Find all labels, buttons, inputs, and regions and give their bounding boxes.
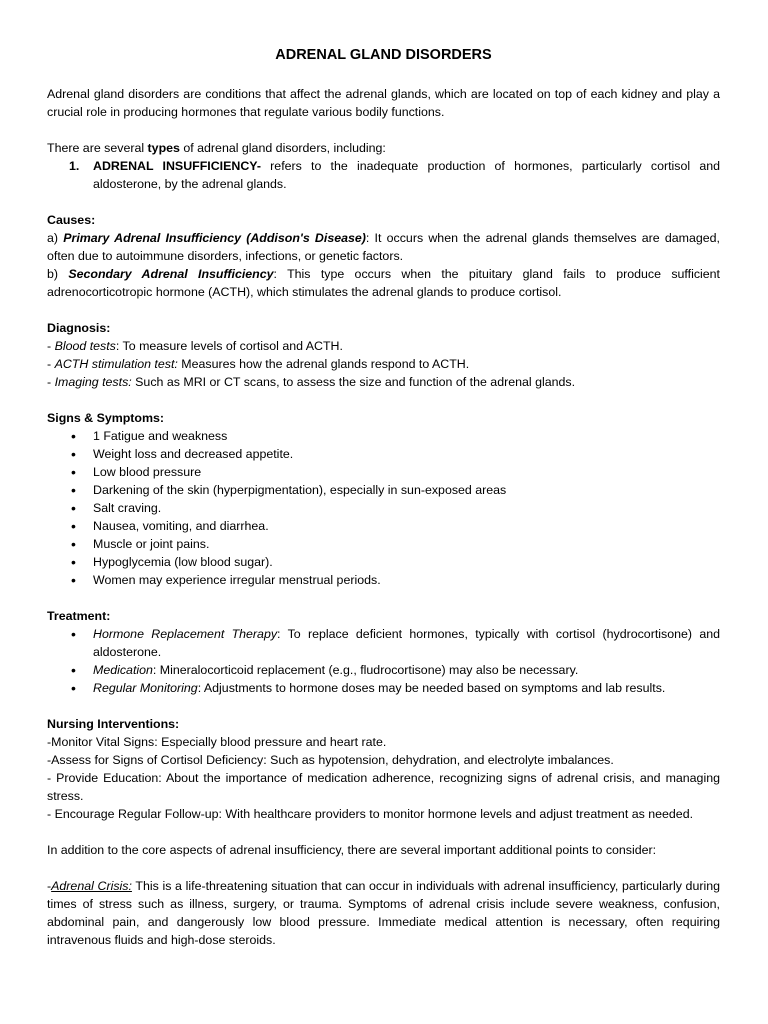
list-item: • Salt craving. (47, 499, 720, 517)
nursing-item: - Encourage Regular Follow-up: With healthcare providers to monitor hormone levels and adjust treatment as needed. (47, 807, 694, 821)
diagnosis-item (47, 373, 720, 391)
type-number: 1. (69, 159, 80, 173)
list-item (47, 661, 720, 679)
cause-prefix: b) (47, 267, 69, 281)
crisis-text: This is a life-threatening situation that can occur in individuals with adrenal insufficiency, particularly during times of stress such as illness, surgery, or trauma. Symptoms of adrenal crisis include severe weakness, confusion, abdominal pain, and dangerously low blood pressure. Immediate medical attention is necessary, often requiring intravenous fluids and high-dose steroids. (47, 879, 720, 947)
diagnosis-prefix: - (47, 357, 55, 371)
nursing-item: -Assess for Signs of Cortisol Deficiency: Such as hypotension, dehydration, and electrolyte imbalances. (47, 753, 614, 767)
diagnosis-prefix: - (47, 375, 55, 389)
diagnosis-item (47, 355, 720, 373)
diagnosis-item (47, 337, 720, 355)
nursing-item: - Provide Education: About the importance of medication adherence, recognizing signs of adrenal crisis, and managing stress. (47, 771, 720, 803)
types-intro (47, 139, 720, 157)
list-item: • Women may experience irregular menstrual periods. (47, 571, 720, 589)
diagnosis-text: : To measure levels of cortisol and ACTH. (115, 339, 343, 353)
cause-text: : This type occurs when the pituitary gland fails to produce sufficient adrenocorticotropic hormone (ACTH), which stimulates the adrenal glands to produce cortisol. (47, 267, 720, 299)
list-item: • Hypoglycemia (low blood sugar). (47, 553, 720, 571)
type-item (47, 157, 720, 193)
cause-label: Secondary Adrenal Insufficiency (68, 267, 274, 281)
causes-heading: Causes: (47, 213, 96, 227)
treatment-list (47, 625, 720, 697)
diagnosis-heading: Diagnosis: (47, 321, 111, 335)
types-intro-bold: types (147, 141, 180, 155)
list-item: • Darkening of the skin (hyperpigmentation), especially in sun-exposed areas (47, 481, 720, 499)
types-intro-text-end: of adrenal gland disorders, including: (179, 141, 386, 155)
diagnosis-label: Blood tests (54, 339, 116, 353)
list-item (47, 625, 720, 661)
cause-item (47, 229, 720, 265)
list-item: • 1 Fatigue and weakness (47, 427, 720, 445)
diagnosis-text: Such as MRI or CT scans, to assess the size and function of the adrenal glands. (131, 375, 576, 389)
list-item: • Nausea, vomiting, and diarrhea. (47, 517, 720, 535)
document-title: ADRENAL GLAND DISORDERS (275, 47, 492, 63)
treatment-section (47, 607, 720, 697)
signs-heading: Signs & Symptoms: (47, 411, 165, 425)
types-list (47, 157, 720, 193)
types-intro-text: There are several (47, 141, 148, 155)
diagnosis-text: Measures how the adrenal glands respond to ACTH. (177, 357, 470, 371)
cause-item (47, 265, 720, 301)
nursing-item: -Monitor Vital Signs: Especially blood pressure and heart rate. (47, 735, 387, 749)
crisis-paragraph (47, 877, 720, 949)
intro-paragraph: Adrenal gland disorders are conditions that affect the adrenal glands, which are located on top of each kidney and play a crucial role in producing hormones that regulate various bodily functions. (47, 87, 720, 119)
cause-label: Primary Adrenal Insufficiency (Addison's Disease) (63, 231, 366, 245)
treatment-text: : To replace deficient hormones, typically with cortisol (hydrocortisone) and aldosterone. (93, 627, 720, 659)
diagnosis-label: ACTH stimulation test: (54, 357, 178, 371)
treatment-label: Hormone Replacement Therapy (93, 627, 278, 641)
type-description: refers to the inadequate production of hormones, particularly cortisol and aldosterone, by the adrenal glands. (93, 159, 721, 191)
list-item (47, 679, 720, 697)
nursing-section (47, 715, 720, 823)
signs-section (47, 409, 720, 589)
signs-list (47, 427, 720, 589)
diagnosis-prefix: - (47, 339, 55, 353)
diagnosis-section (47, 319, 720, 391)
cause-text: : It occurs when the adrenal glands themselves are damaged, often due to autoimmune disorders, infections, or genetic factors. (47, 231, 720, 263)
list-item: • Muscle or joint pains. (47, 535, 720, 553)
diagnosis-label: Imaging tests: (54, 375, 132, 389)
treatment-text: : Adjustments to hormone doses may be needed based on symptoms and lab results. (197, 681, 666, 695)
type-name: ADRENAL INSUFFICIENCY- (93, 159, 261, 173)
treatment-text: : Mineralocorticoid replacement (e.g., fludrocortisone) may also be necessary. (152, 663, 579, 677)
treatment-label: Regular Monitoring (93, 681, 198, 695)
cause-prefix: a) (47, 231, 64, 245)
crisis-prefix: - (47, 879, 52, 893)
treatment-heading: Treatment: (47, 609, 111, 623)
additional-intro: In addition to the core aspects of adrenal insufficiency, there are several important additional points to consider: (47, 843, 657, 857)
list-item: • Low blood pressure (47, 463, 720, 481)
crisis-label: Adrenal Crisis: (51, 879, 132, 893)
causes-section (47, 211, 720, 301)
nursing-heading: Nursing Interventions: (47, 717, 180, 731)
list-item: • Weight loss and decreased appetite. (47, 445, 720, 463)
treatment-label: Medication (93, 663, 153, 677)
